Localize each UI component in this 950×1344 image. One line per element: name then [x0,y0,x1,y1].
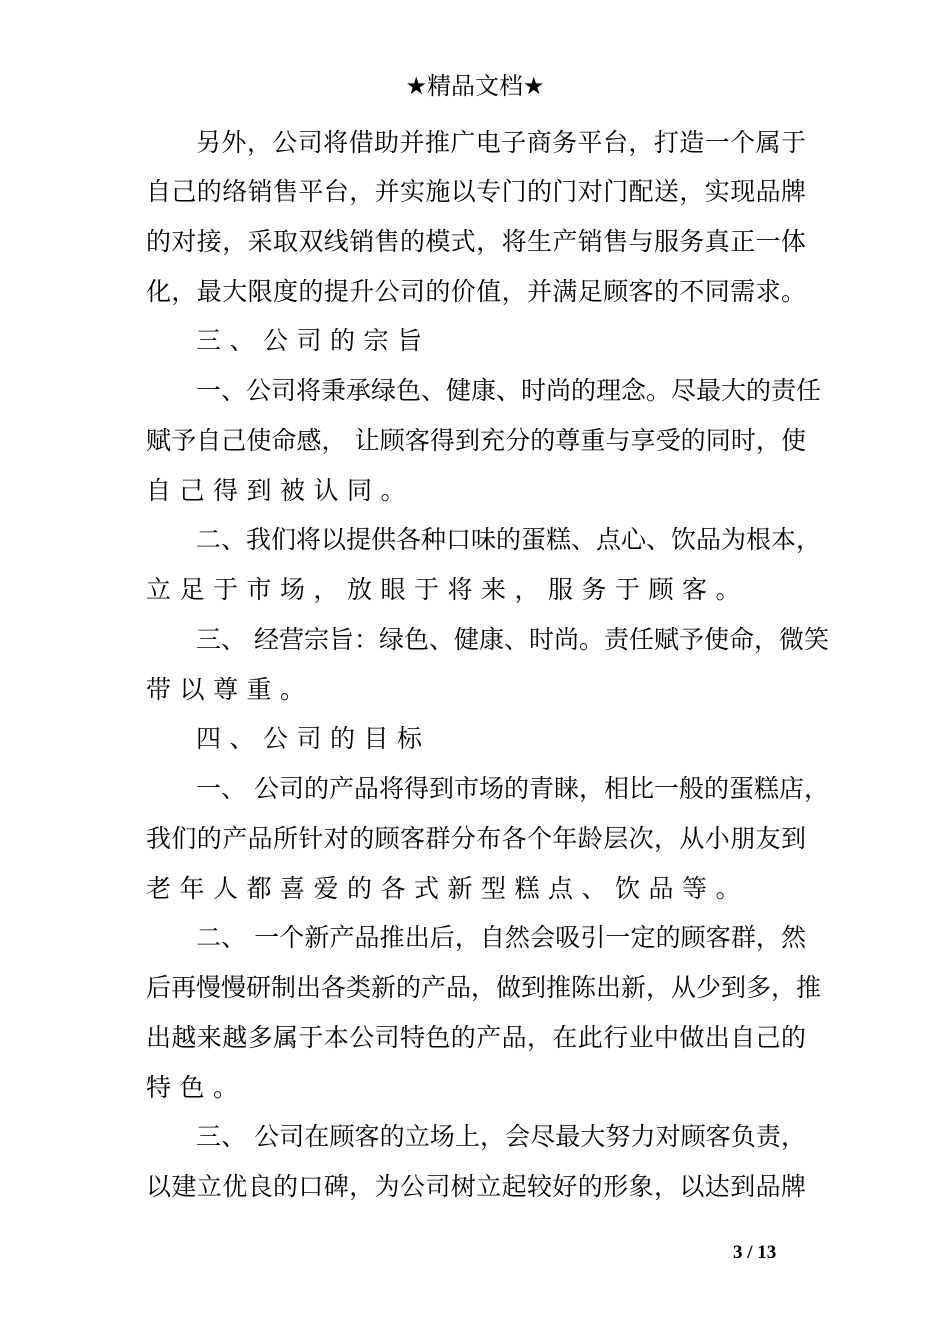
section-heading: 三、公司的宗旨 [196,326,431,355]
text-line: 老年人都喜爱的各式新型糕点、饮品等。 [146,874,750,903]
text-line: 三、 公司在顾客的立场上，会尽最大努力对顾客负责， [196,1122,806,1151]
document-header: ★精品文档★ [405,72,545,100]
text-line: 后再慢慢研制出各类新的产品，做到推陈出新，从少到多，推 [146,973,822,1002]
text-line: 另外，公司将借助并推广电子商务平台，打造一个属于 [196,128,806,157]
text-line: 我们的产品所针对的顾客群分布各个年龄层次，从小朋友到 [146,824,806,853]
section-heading: 四、公司的目标 [196,724,431,753]
text-line: 一、 公司的产品将得到市场的青睐，相比一般的蛋糕店， [196,774,829,803]
text-line: 立足于市场，放眼于将来，服务于顾客。 [146,575,750,604]
text-line: 的对接，采取双线销售的模式，将生产销售与服务真正一体 [146,227,806,256]
text-line: 三、 经营宗旨：绿色、健康、时尚。责任赋予使命，微笑 [196,625,829,654]
text-line: 一、公司将秉承绿色、健康、时尚的理念。尽最大的责任 [196,376,822,405]
text-line: 以建立优良的口碑，为公司树立起较好的形象，以达到品牌 [146,1172,806,1201]
text-line: 特色。 [146,1073,247,1102]
text-line: 赋予自己使命感， 让顾客得到充分的尊重与享受的同时，使 [146,426,806,455]
page-number: 3 / 13 [733,1242,777,1263]
text-line: 出越来越多属于本公司特色的产品，在此行业中做出自己的 [146,1023,806,1052]
text-line: 自己得到被认同。 [146,476,415,505]
text-line: 带以尊重。 [146,675,314,704]
text-line: 自己的络销售平台，并实施以专门的门对门配送，实现品牌 [146,177,806,206]
text-line: 二、我们将以提供各种口味的蛋糕、点心、饮品为根本， [196,525,822,554]
text-line: 二、 一个新产品推出后，自然会吸引一定的顾客群，然 [196,923,806,952]
text-line: 化，最大限度的提升公司的价值，并满足顾客的不同需求。 [146,277,806,306]
